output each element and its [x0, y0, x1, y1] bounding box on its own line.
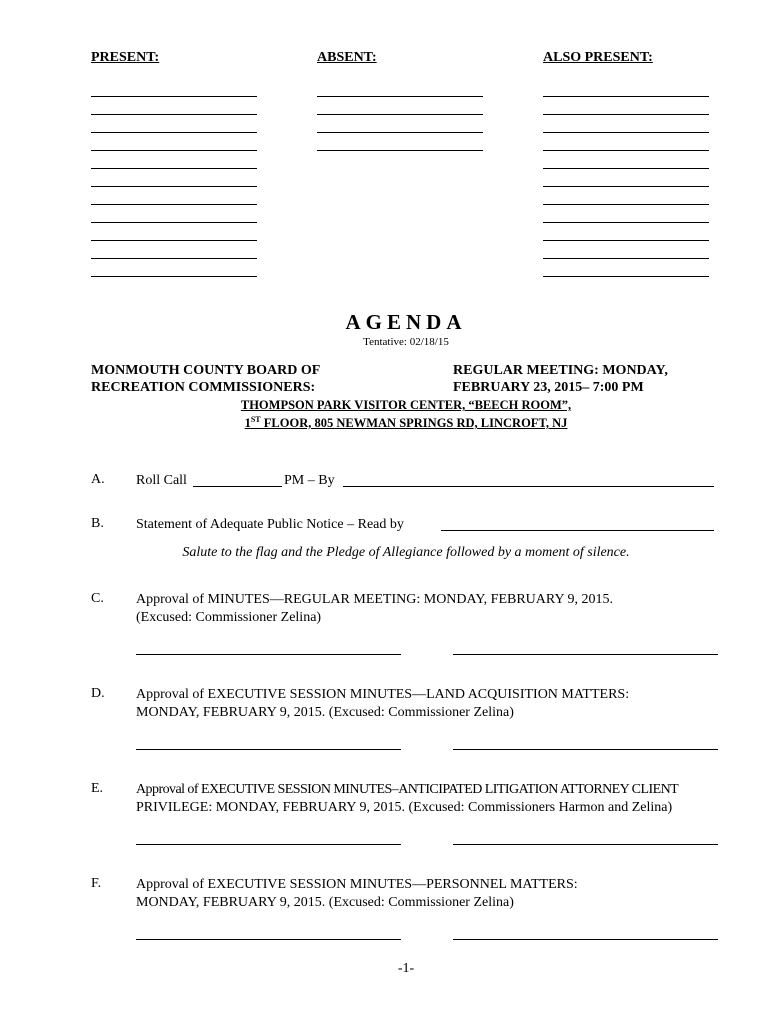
blank-line	[543, 223, 709, 241]
blank-line	[91, 241, 257, 259]
blank-line	[91, 223, 257, 241]
item-c-line1: Approval of MINUTES—REGULAR MEETING: MONDAY, FEBRUARY 9, 2015.	[136, 592, 614, 607]
blank-line	[91, 151, 257, 169]
item-e-line1: Approval of EXECUTIVE SESSION MINUTES–ANTICIPATED LITIGATION ATTORNEY CLIENT	[136, 782, 679, 797]
blank-line	[91, 115, 257, 133]
page-number: -1-	[397, 961, 415, 976]
item-d-letter: D.	[91, 686, 105, 701]
location-line1: THOMPSON PARK VISITOR CENTER, “BEECH ROOM”,	[240, 398, 572, 412]
item-d-line2: MONDAY, FEBRUARY 9, 2015. (Excused: Commissioner Zelina)	[136, 705, 514, 720]
blank-line	[91, 133, 257, 151]
blank-line	[317, 115, 483, 133]
item-a-letter: A.	[91, 472, 105, 487]
tentative-date: Tentative: 02/18/15	[363, 336, 449, 348]
second-line	[453, 749, 718, 750]
item-a-by-label: PM – By	[284, 473, 335, 488]
board-name-line2: RECREATION COMMISSIONERS:	[91, 380, 316, 395]
blank-line	[543, 151, 709, 169]
public-notice-read-by-line	[441, 530, 714, 531]
roll-call-by-line	[343, 486, 714, 487]
blank-line	[91, 259, 257, 277]
meeting-type-line1: REGULAR MEETING: MONDAY,	[453, 363, 668, 378]
item-e-line2: PRIVILEGE: MONDAY, FEBRUARY 9, 2015. (Excused: Commissioners Harmon and Zelina)	[136, 800, 673, 815]
blank-line	[543, 133, 709, 151]
blank-line	[317, 97, 483, 115]
item-b-text: Statement of Adequate Public Notice – Read by	[136, 517, 404, 532]
item-c-line2: (Excused: Commissioner Zelina)	[136, 610, 322, 625]
blank-line	[543, 241, 709, 259]
location-address: FLOOR, 805 NEWMAN SPRINGS RD, LINCROFT, NJ	[260, 416, 568, 430]
blank-line	[91, 169, 257, 187]
second-line	[453, 654, 718, 655]
blank-line	[543, 259, 709, 277]
blank-line	[543, 115, 709, 133]
board-name-line1: MONMOUTH COUNTY BOARD OF	[91, 363, 321, 378]
blank-line	[543, 187, 709, 205]
present-label: PRESENT:	[91, 50, 160, 65]
motion-line	[136, 749, 401, 750]
floor-suffix: ST	[250, 415, 261, 424]
item-d-line1: Approval of EXECUTIVE SESSION MINUTES—LAND ACQUISITION MATTERS:	[136, 687, 630, 702]
location-line2	[0, 415, 770, 431]
blank-line	[91, 187, 257, 205]
also-present-lines	[543, 96, 709, 277]
item-e-letter: E.	[91, 781, 104, 796]
item-f-line2: MONDAY, FEBRUARY 9, 2015. (Excused: Commissioner Zelina)	[136, 895, 514, 910]
item-f-line1: Approval of EXECUTIVE SESSION MINUTES—PERSONNEL MATTERS:	[136, 877, 578, 892]
blank-line	[91, 205, 257, 223]
present-lines	[91, 96, 257, 277]
blank-line	[317, 133, 483, 151]
item-c-letter: C.	[91, 591, 104, 606]
second-line	[453, 844, 718, 845]
motion-line	[136, 844, 401, 845]
salute-text: Salute to the flag and the Pledge of Allegiance followed by a moment of silence.	[182, 545, 630, 560]
item-b-letter: B.	[91, 516, 104, 531]
blank-line	[543, 169, 709, 187]
motion-line	[136, 654, 401, 655]
agenda-title: AGENDA	[345, 310, 467, 334]
meeting-date-line: FEBRUARY 23, 2015– 7:00 PM	[453, 380, 644, 395]
motion-line	[136, 939, 401, 940]
blank-line	[543, 205, 709, 223]
also-present-label: ALSO PRESENT:	[543, 50, 653, 65]
roll-call-time-line	[193, 486, 282, 487]
absent-label: ABSENT:	[317, 50, 377, 65]
blank-line	[543, 97, 709, 115]
absent-lines	[317, 96, 483, 151]
item-f-letter: F.	[91, 876, 102, 891]
blank-line	[91, 97, 257, 115]
floor-number: 1	[244, 416, 251, 430]
item-a-roll-call-label: Roll Call	[136, 473, 187, 488]
second-line	[453, 939, 718, 940]
